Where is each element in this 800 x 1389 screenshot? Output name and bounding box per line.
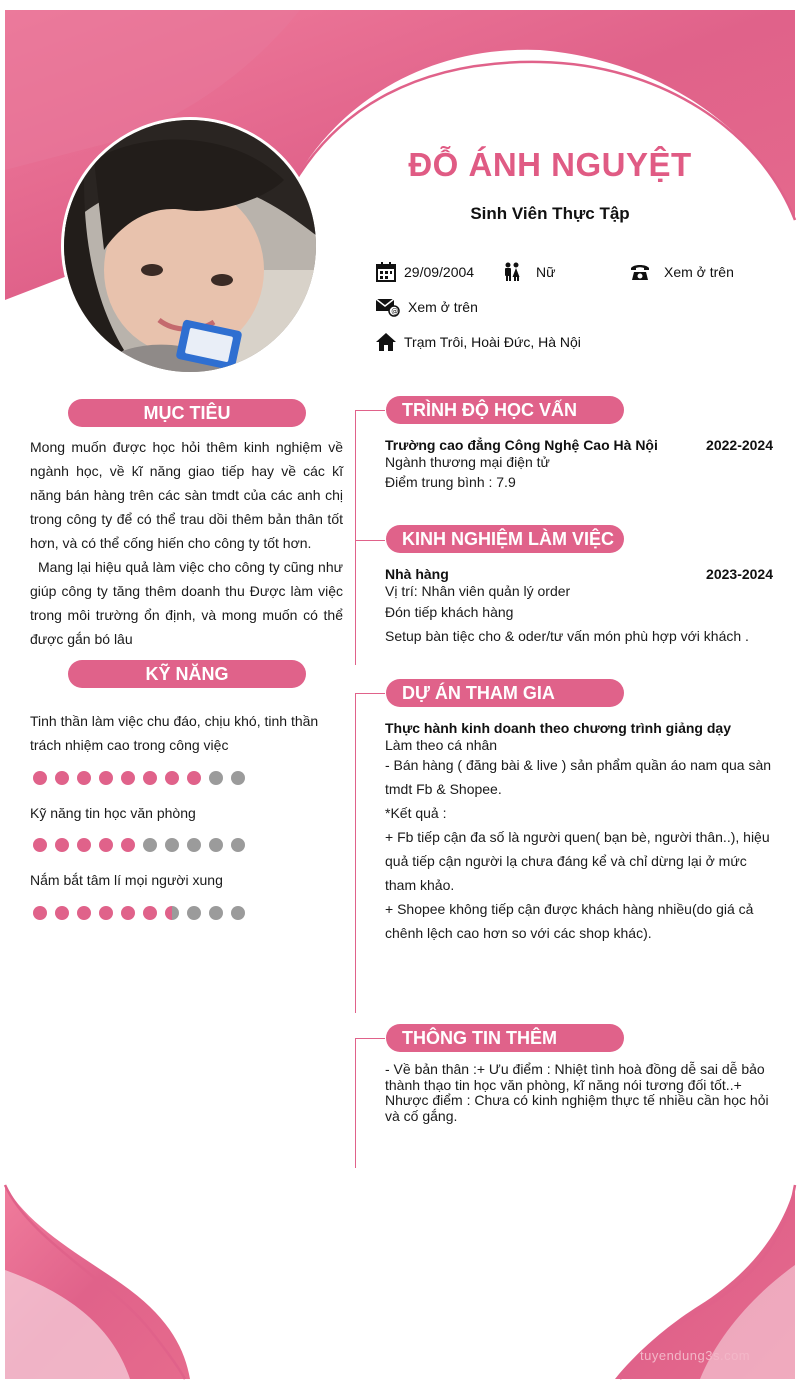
rating-dot [209, 771, 223, 785]
extra-heading: THÔNG TIN THÊM [386, 1024, 624, 1052]
education-gpa: Điểm trung bình : 7.9 [385, 474, 516, 490]
objective-heading: MỤC TIÊU [68, 399, 306, 427]
project-mode: Làm theo cá nhân [385, 737, 498, 753]
rating-dot [143, 771, 157, 785]
project-result-title: *Kết quả : [385, 805, 447, 821]
phone-info [630, 262, 734, 282]
rating-dot [77, 838, 91, 852]
rating-dot [121, 771, 135, 785]
skill-rating-1 [33, 771, 245, 785]
rating-dot [77, 771, 91, 785]
rating-dot [231, 838, 245, 852]
project-name: Thực hành kinh doanh theo chương trình giảng dạy [385, 720, 732, 736]
rating-dot [187, 906, 201, 920]
skill-label-3: Nắm bắt tâm lí mọi người xung [30, 872, 223, 888]
experience-duty-2: Setup bàn tiệc cho & oder/tư vấn món phù hợp với khách . [385, 628, 749, 644]
calendar-icon [376, 262, 396, 282]
projects-heading: DỰ ÁN THAM GIA [386, 679, 624, 707]
project-result-1: + Fb tiếp cận đa số là người quen( bạn bè, người thân..), hiệu quả tiếp cận người lạ chưa đáng kể và chỉ dừng lại ở mức tham khảo. [385, 829, 770, 893]
address-info [376, 332, 581, 352]
timeline-line-projects [355, 693, 356, 1013]
experience-duty-1: Đón tiếp khách hàng [385, 604, 514, 620]
rating-dot [209, 838, 223, 852]
home-icon [376, 332, 396, 352]
rating-dot [143, 838, 157, 852]
rating-dot [33, 838, 47, 852]
birthday-value: 29/09/2004 [404, 264, 475, 280]
gender-icon [502, 262, 522, 282]
education-major: Ngành thương mại điện tử [385, 454, 550, 470]
gender-value: Nữ [536, 264, 556, 280]
timeline-tick-experience [355, 540, 385, 541]
experience-position: Vị trí: Nhân viên quản lý order [385, 583, 571, 599]
rating-dot [187, 771, 201, 785]
project-description: - Bán hàng ( đăng bài & live ) sản phẩm quần áo nam qua sàn tmdt Fb & Shopee. [385, 757, 772, 797]
watermark: tuyendung3s.com [640, 1348, 751, 1363]
experience-company: Nhà hàng [385, 566, 449, 582]
objective-paragraph-2: Mang lại hiệu quả làm việc cho công ty cũng như giúp công ty tăng thêm doanh thu Được làm việc trong môi trường ổn định, và mong muốn có thể được gắn bó lâu [30, 559, 343, 647]
skills-heading: KỸ NĂNG [68, 660, 306, 688]
rating-dot [121, 906, 135, 920]
gender-info [502, 262, 555, 282]
rating-dot [121, 838, 135, 852]
rating-dot [77, 906, 91, 920]
timeline-tick-projects [355, 693, 385, 694]
extra-text: - Về bản thân :+ Ưu điểm : Nhiệt tình hoà đồng dễ sai dễ bảo thành thạo tin học văn phòng, kĩ năng nói tương đối tốt..+ Nhược điểm : Chưa có kinh nghiệm thực tế nhiều cần học hỏi và cố gắng. [385, 1061, 769, 1124]
timeline-tick-education [355, 410, 385, 411]
address-value: Trạm Trôi, Hoài Đức, Hà Nội [404, 334, 581, 350]
rating-dot [33, 771, 47, 785]
timeline-tick-extra [355, 1038, 385, 1039]
skill-label-1: Tinh thần làm việc chu đáo, chịu khó, tinh thần trách nhiệm cao trong công việc [30, 713, 319, 753]
experience-heading: KINH NGHIỆM LÀM VIỆC [386, 525, 624, 553]
rating-dot [143, 906, 157, 920]
email-icon [376, 297, 400, 317]
email-info [376, 297, 478, 317]
education-years: 2022-2024 [706, 437, 773, 453]
rating-dot [231, 906, 245, 920]
timeline-line-education [355, 410, 356, 665]
phone-value: Xem ở trên [664, 264, 734, 280]
skill-rating-3 [33, 906, 245, 920]
skill-rating-2 [33, 838, 245, 852]
rating-dot [231, 771, 245, 785]
profile-photo [61, 117, 319, 375]
svg-text:@: @ [391, 307, 399, 316]
education-heading: TRÌNH ĐỘ HỌC VẤN [386, 396, 624, 424]
rating-dot [99, 771, 113, 785]
birthday-info [376, 262, 474, 282]
rating-dot [165, 906, 179, 920]
email-value: Xem ở trên [408, 299, 478, 315]
rating-dot [165, 771, 179, 785]
candidate-role: Sinh Viên Thực Tập [470, 204, 630, 223]
project-result-2: + Shopee không tiếp cận được khách hàng nhiều(do giá cả chênh lệch cao hơn so với các shop khác). [385, 901, 754, 941]
rating-dot [165, 838, 179, 852]
timeline-line-extra [355, 1038, 356, 1168]
experience-years: 2023-2024 [706, 566, 773, 582]
phone-icon [630, 262, 650, 282]
objective-paragraph-1: Mong muốn được học hỏi thêm kinh nghiệm về ngành học, về kĩ năng giao tiếp hay về các kĩ năng bán hàng trên các sàn tmdt của các anh chị trong công ty để có thể trau dồi thêm bản thân tốt hơn, và có thể cống hiến cho công ty tốt hơn. [30, 439, 343, 551]
skill-label-2: Kỹ năng tin học văn phòng [30, 805, 196, 821]
rating-dot [209, 906, 223, 920]
candidate-name: ĐỖ ÁNH NGUYỆT [408, 146, 692, 183]
rating-dot [55, 838, 69, 852]
education-school: Trường cao đẳng Công Nghệ Cao Hà Nội [385, 437, 658, 453]
rating-dot [55, 906, 69, 920]
rating-dot [187, 838, 201, 852]
rating-dot [99, 906, 113, 920]
rating-dot [33, 906, 47, 920]
rating-dot [99, 838, 113, 852]
rating-dot [55, 771, 69, 785]
